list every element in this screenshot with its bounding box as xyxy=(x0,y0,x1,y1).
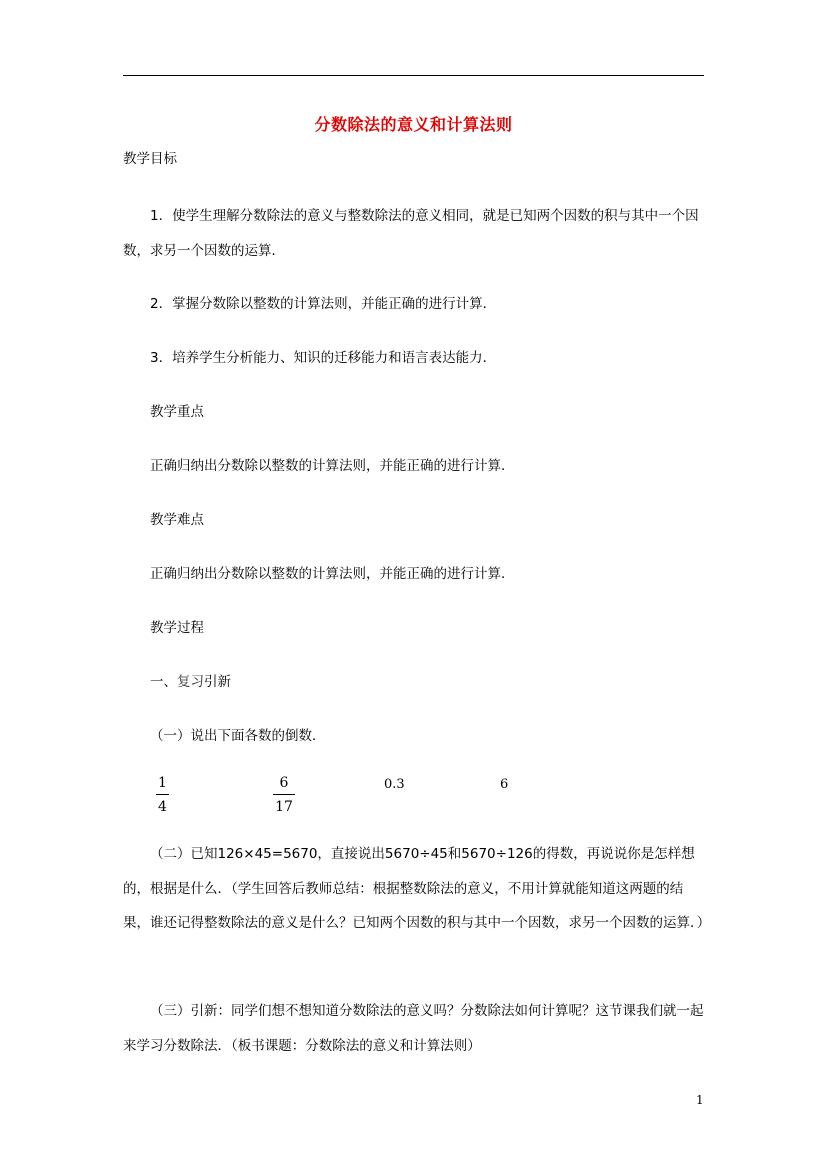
section-heading-key: 教学重点 xyxy=(150,404,204,420)
fraction-one-quarter xyxy=(156,775,169,815)
sub-item-1: （一）说出下面各数的倒数． xyxy=(150,728,326,744)
page-number: 1 xyxy=(696,1093,704,1107)
sub-item-2: （二）已知126×45=5670，直接说出5670÷45和5670÷126的得数，再说说你是怎样想的，根据是什么．（学生回答后教师总结：根据整数除法的意义，不用计算就能知道这两题的结果，谁还记得整数除法的意义是什么？已知两个因数的积与其中一个因数，求另一个因数的运算．） xyxy=(123,846,711,931)
section-heading-process: 教学过程 xyxy=(150,620,204,636)
fraction-six-seventeenths xyxy=(273,775,295,815)
goal-item-3: 3．培养学生分析能力、知识的迁移能力和语言表达能力． xyxy=(150,350,497,366)
goal-item-1: 1．使学生理解分数除法的意义与整数除法的意义相同，就是已知两个因数的积与其中一个因数，求另一个因数的运算． xyxy=(123,208,699,259)
goal-item-2: 2．掌握分数除以整数的计算法则，并能正确的进行计算． xyxy=(150,296,497,312)
number-decimal: 0.3 xyxy=(384,777,405,792)
sub-item-3: （三）引新：同学们想不想知道分数除法的意义吗？分数除法如何计算呢？这节课我们就一起来学习分数除法．（板书课题：分数除法的意义和计算法则） xyxy=(123,1003,704,1054)
fraction-denominator: 4 xyxy=(158,799,167,815)
fraction-bar xyxy=(156,794,169,795)
fraction-numerator: 6 xyxy=(279,775,289,791)
fraction-numerator: 1 xyxy=(158,775,167,791)
section-heading-goals: 教学目标 xyxy=(123,151,177,167)
fraction-denominator: 17 xyxy=(275,799,293,815)
step-1-prefix: 一、 xyxy=(150,674,177,690)
header-rule xyxy=(123,75,704,76)
step-1-highlight: 复习 xyxy=(177,674,204,690)
document-title: 分数除法的意义和计算法则 xyxy=(314,115,513,134)
fraction-bar xyxy=(273,794,295,795)
difficulty-text: 正确归纳出分数除以整数的计算法则，并能正确的进行计算． xyxy=(150,566,515,582)
section-heading-difficulty: 教学难点 xyxy=(150,512,204,528)
step-1-suffix: 引新 xyxy=(204,674,231,690)
key-text: 正确归纳出分数除以整数的计算法则，并能正确的进行计算． xyxy=(150,458,515,474)
number-integer: 6 xyxy=(500,777,509,792)
step-1-heading xyxy=(123,665,708,700)
